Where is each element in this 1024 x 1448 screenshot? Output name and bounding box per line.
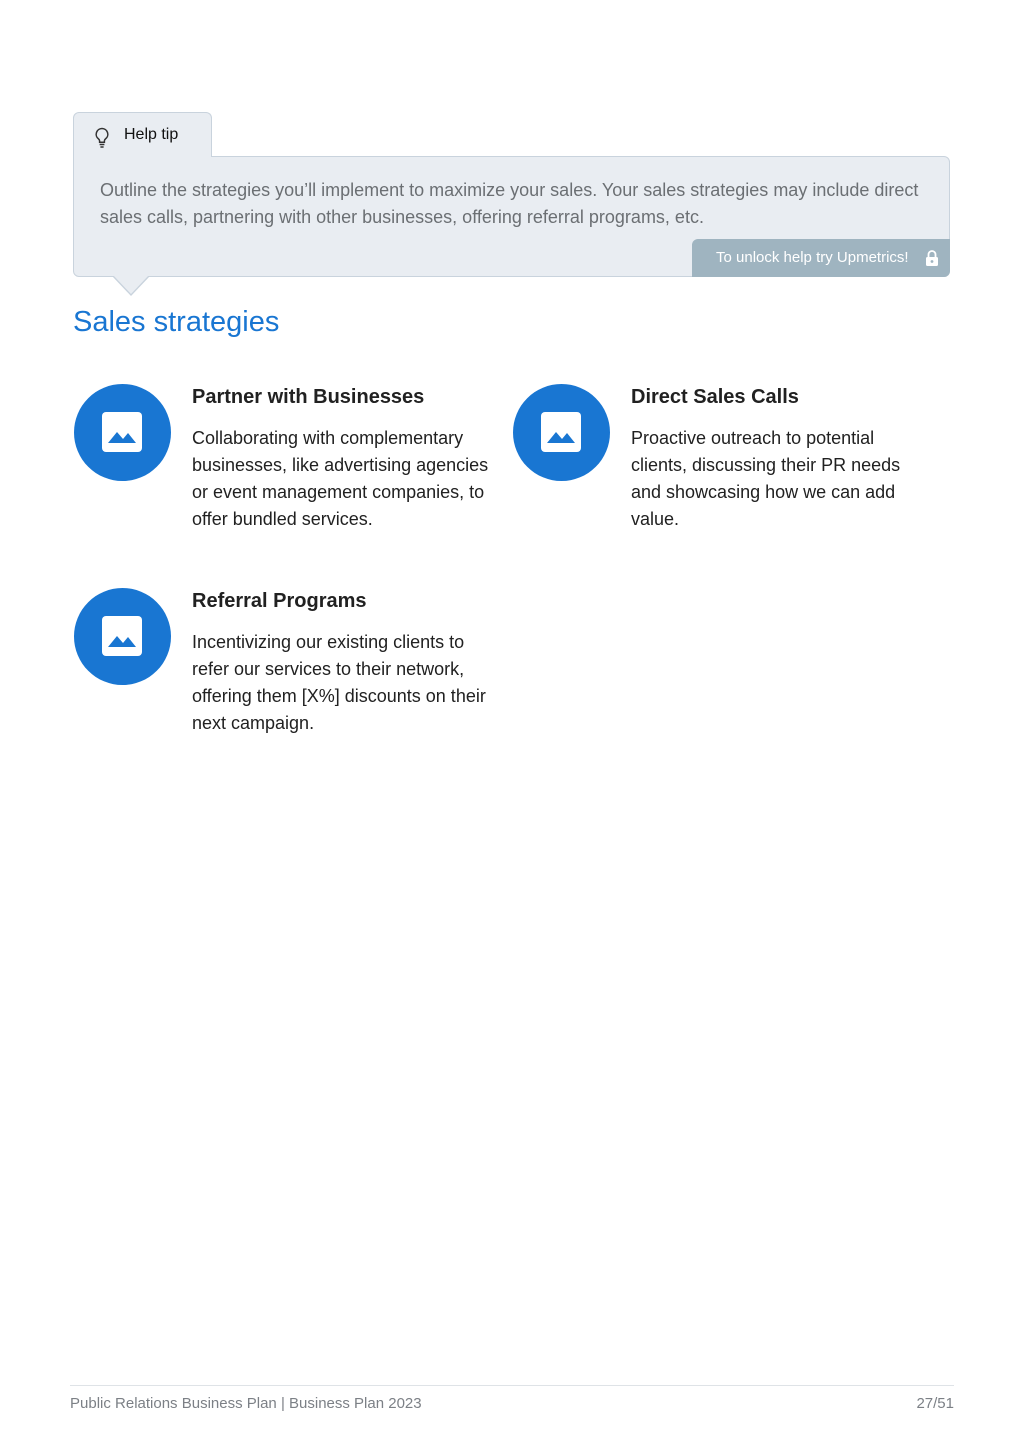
lightbulb-icon (94, 127, 110, 149)
strategy-description: Proactive outreach to potential clients, discussing their PR needs and showcasing how we can add value. (631, 428, 901, 529)
footer-document-title: Public Relations Business Plan | Business Plan 2023 (70, 1395, 422, 1412)
strategy-description: Collaborating with complementary businesses, like advertising agencies or event management companies, to offer bundled services. (192, 428, 489, 529)
footer-page-number: 27/51 (916, 1395, 954, 1412)
image-placeholder-icon (541, 412, 581, 452)
strategy-description: Incentivizing our existing clients to refer our services to their network, offering them [X%] discounts on their next campaign. (192, 632, 486, 733)
strategy-image-placeholder (74, 588, 171, 685)
strategy-title: Referral Programs (192, 590, 367, 612)
strategy-image-placeholder (74, 384, 171, 481)
strategy-title: Partner with Businesses (192, 386, 425, 408)
section-title: Sales strategies (73, 306, 280, 338)
lock-icon (925, 249, 939, 267)
strategy-image-placeholder (513, 384, 610, 481)
image-placeholder-icon (102, 412, 142, 452)
help-tip-text: Outline the strategies you’ll implement to maximize your sales. Your sales strategies may include direct sales calls, partnering with other businesses, offering referral programs, etc. (100, 180, 919, 227)
unlock-help-button[interactable] (692, 239, 950, 277)
help-tip-panel (73, 156, 950, 277)
strategy-title: Direct Sales Calls (631, 386, 799, 408)
help-tip-label: Help tip (124, 126, 179, 143)
footer-divider (70, 1385, 954, 1386)
unlock-help-label: To unlock help try Upmetrics! (716, 249, 909, 266)
help-tip-tab (73, 112, 212, 157)
image-placeholder-icon (102, 616, 142, 656)
